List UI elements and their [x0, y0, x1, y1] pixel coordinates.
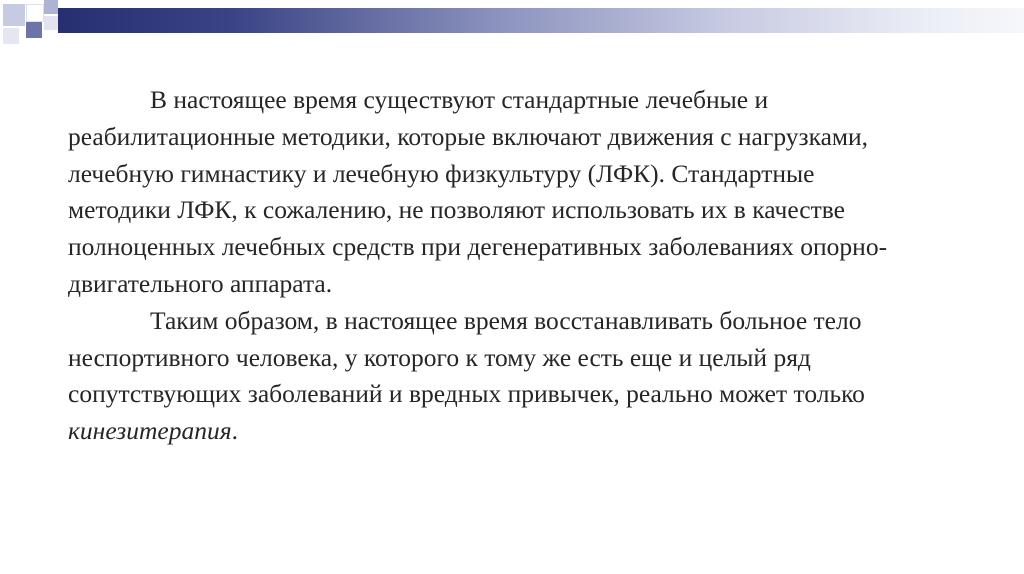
decor-square — [44, 16, 58, 30]
header-gradient-bar — [58, 8, 1024, 33]
paragraph-1 — [68, 82, 898, 303]
decor-square — [3, 28, 19, 44]
paragraph-2 — [68, 303, 898, 450]
paragraph-2-text: Таким образом, в настоящее время восстанавливать больное тело неспортивного человека, у которого к тому же есть еще и целый ряд сопутствующих заболеваний и вредных привычек, реально может только — [68, 305, 865, 409]
decor-square — [26, 22, 42, 38]
paragraph-1-text: В настоящее время существуют стандартные лечебные и реабилитационные методики, которые включают движения с нагрузками, лечебную гимнастику и лечебную физкультуру (ЛФК). Стандартные методики ЛФК, к сожалению, не позволяют использовать их в качестве полноценных лечебных средств при дегенеративных заболеваниях опорно-двигательного аппарата. — [68, 85, 888, 298]
slide-body-text — [68, 82, 898, 450]
decor-square — [3, 4, 25, 26]
decor-square — [44, 0, 58, 14]
paragraph-2-end: . — [231, 416, 238, 446]
decor-square — [26, 4, 44, 22]
paragraph-2-emphasis: кинезитерапия — [68, 416, 232, 446]
